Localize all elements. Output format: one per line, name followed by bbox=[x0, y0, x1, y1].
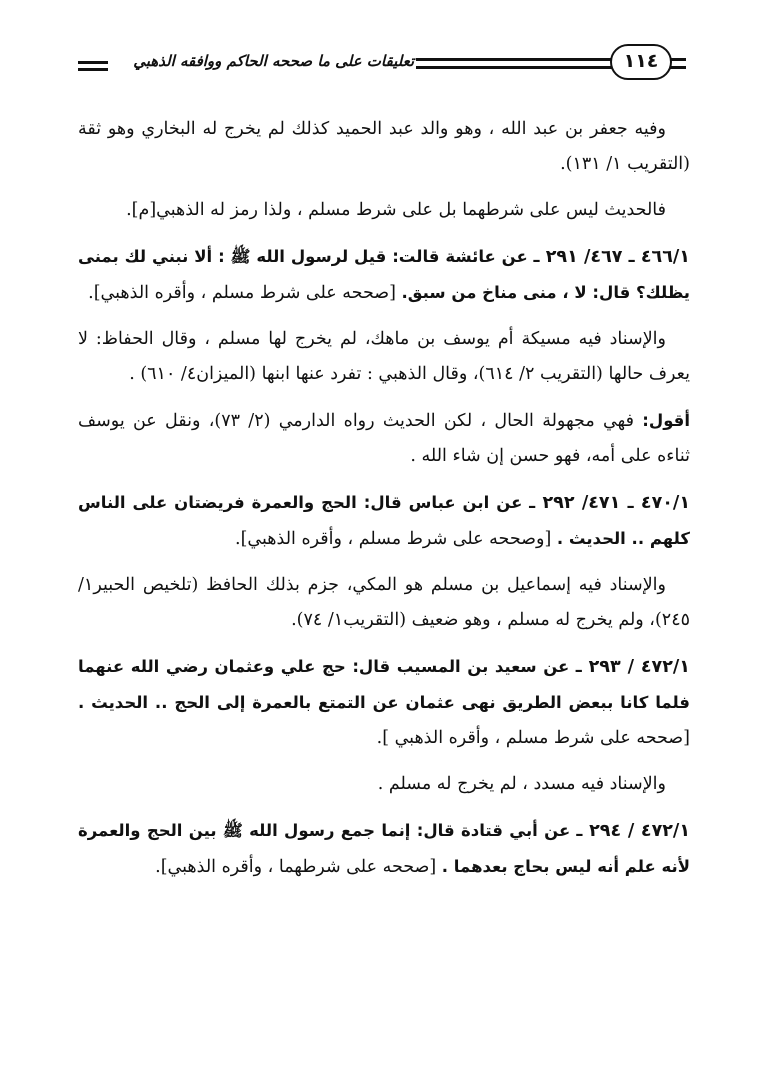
commentary-paragraph bbox=[78, 193, 690, 228]
paragraph-text: فالحديث ليس على شرطهما بل على شرط مسلم ، ولذا رمز له الذهبي[م]. bbox=[126, 200, 666, 220]
hadith-entry bbox=[78, 649, 690, 756]
hadith-entry bbox=[78, 813, 690, 885]
paragraph-text: فهي مجهولة الحال ، لكن الحديث رواه الدارمي (٢/ ٧٣)، ونقل عن يوسف ثناءه على أمه، فهو حسن إن شاء الله . bbox=[78, 411, 690, 466]
hadith-entry bbox=[78, 485, 690, 557]
header-rule bbox=[670, 66, 686, 69]
hadith-number: ٤٧٢/١ / ٢٩٤ ـ bbox=[576, 821, 691, 841]
paragraph-text: والإسناد فيه إسماعيل بن مسلم هو المكي، جزم بذلك الحافظ (تلخيص الحبير١/ ٢٤٥)، ولم يخرج له مسلم ، وهو ضعيف (التقريب١/ ٧٤). bbox=[78, 575, 690, 630]
hadith-text: عن سعيد بن المسيب قال: حج علي وعثمان رضي الله عنهما فلما كانا ببعض الطريق نهى عثمان عن التمتع بالعمرة إلى الحج .. الحديث . bbox=[78, 657, 690, 712]
header-rule bbox=[670, 58, 686, 61]
page-number: ١١٤ bbox=[610, 44, 672, 80]
hadith-number: ٤٧٠/١ ـ ٤٧١/ ٢٩٢ ـ bbox=[529, 493, 691, 513]
paragraph-text: وفيه جعفر بن عبد الله ، وهو والد عبد الحميد كذلك لم يخرج له البخاري وهو ثقة (التقريب ١/ ١٣١). bbox=[78, 119, 690, 174]
hadith-grading: [صححه على شرط مسلم ، وأقره الذهبي]. bbox=[88, 283, 402, 303]
paragraph-text: والإسناد فيه مسيكة أم يوسف بن ماهك، لم يخرج لها مسلم ، وقال الحفاظ: لا يعرف حالها (التقريب ٢/ ٦١٤)، وقال الذهبي : تفرد عنها ابنها (الميزان٤/ ٦١٠) . bbox=[78, 329, 690, 384]
hadith-grading: [صححه على شرط مسلم ، وأقره الذهبي ]. bbox=[376, 728, 690, 748]
header-rule bbox=[416, 58, 612, 61]
header-rule bbox=[78, 61, 108, 64]
hadith-entry bbox=[78, 239, 690, 311]
hadith-number: ٤٧٢/١ / ٢٩٣ ـ bbox=[575, 657, 690, 677]
hadith-text: عن ابن عباس قال: الحج والعمرة فريضتان على الناس كلهم .. الحديث . bbox=[78, 493, 690, 548]
header-rule bbox=[78, 68, 108, 71]
page-body bbox=[78, 112, 690, 896]
page-header bbox=[78, 42, 686, 92]
paragraph-text: والإسناد فيه مسدد ، لم يخرج له مسلم . bbox=[377, 774, 666, 794]
commentary-paragraph bbox=[78, 112, 690, 182]
hadith-text: عن أبي قتادة قال: إنما جمع رسول الله ﷺ بين الحج والعمرة لأنه علم أنه ليس بحاج بعدهما . bbox=[78, 821, 690, 876]
commentary-paragraph bbox=[78, 767, 690, 802]
commentary-paragraph bbox=[78, 568, 690, 638]
paragraph-lead: أقول: bbox=[642, 411, 691, 430]
header-rule bbox=[416, 66, 612, 69]
running-title: تعليقات على ما صححه الحاكم ووافقه الذهبي bbox=[133, 52, 414, 70]
hadith-grading: [صححه على شرطهما ، وأقره الذهبي]. bbox=[155, 857, 442, 877]
commentary-paragraph bbox=[78, 322, 690, 392]
hadith-grading: [وصححه على شرط مسلم ، وأقره الذهبي]. bbox=[235, 529, 557, 549]
hadith-text: عن عائشة قالت: قيل لرسول الله ﷺ : ألا نبني لك بمنى يظلك؟ قال: لا ، منى مناخ من سبق. bbox=[78, 247, 690, 302]
commentary-paragraph bbox=[78, 403, 690, 474]
hadith-number: ٤٦٦/١ ـ ٤٦٧/ ٢٩١ ـ bbox=[533, 247, 690, 267]
